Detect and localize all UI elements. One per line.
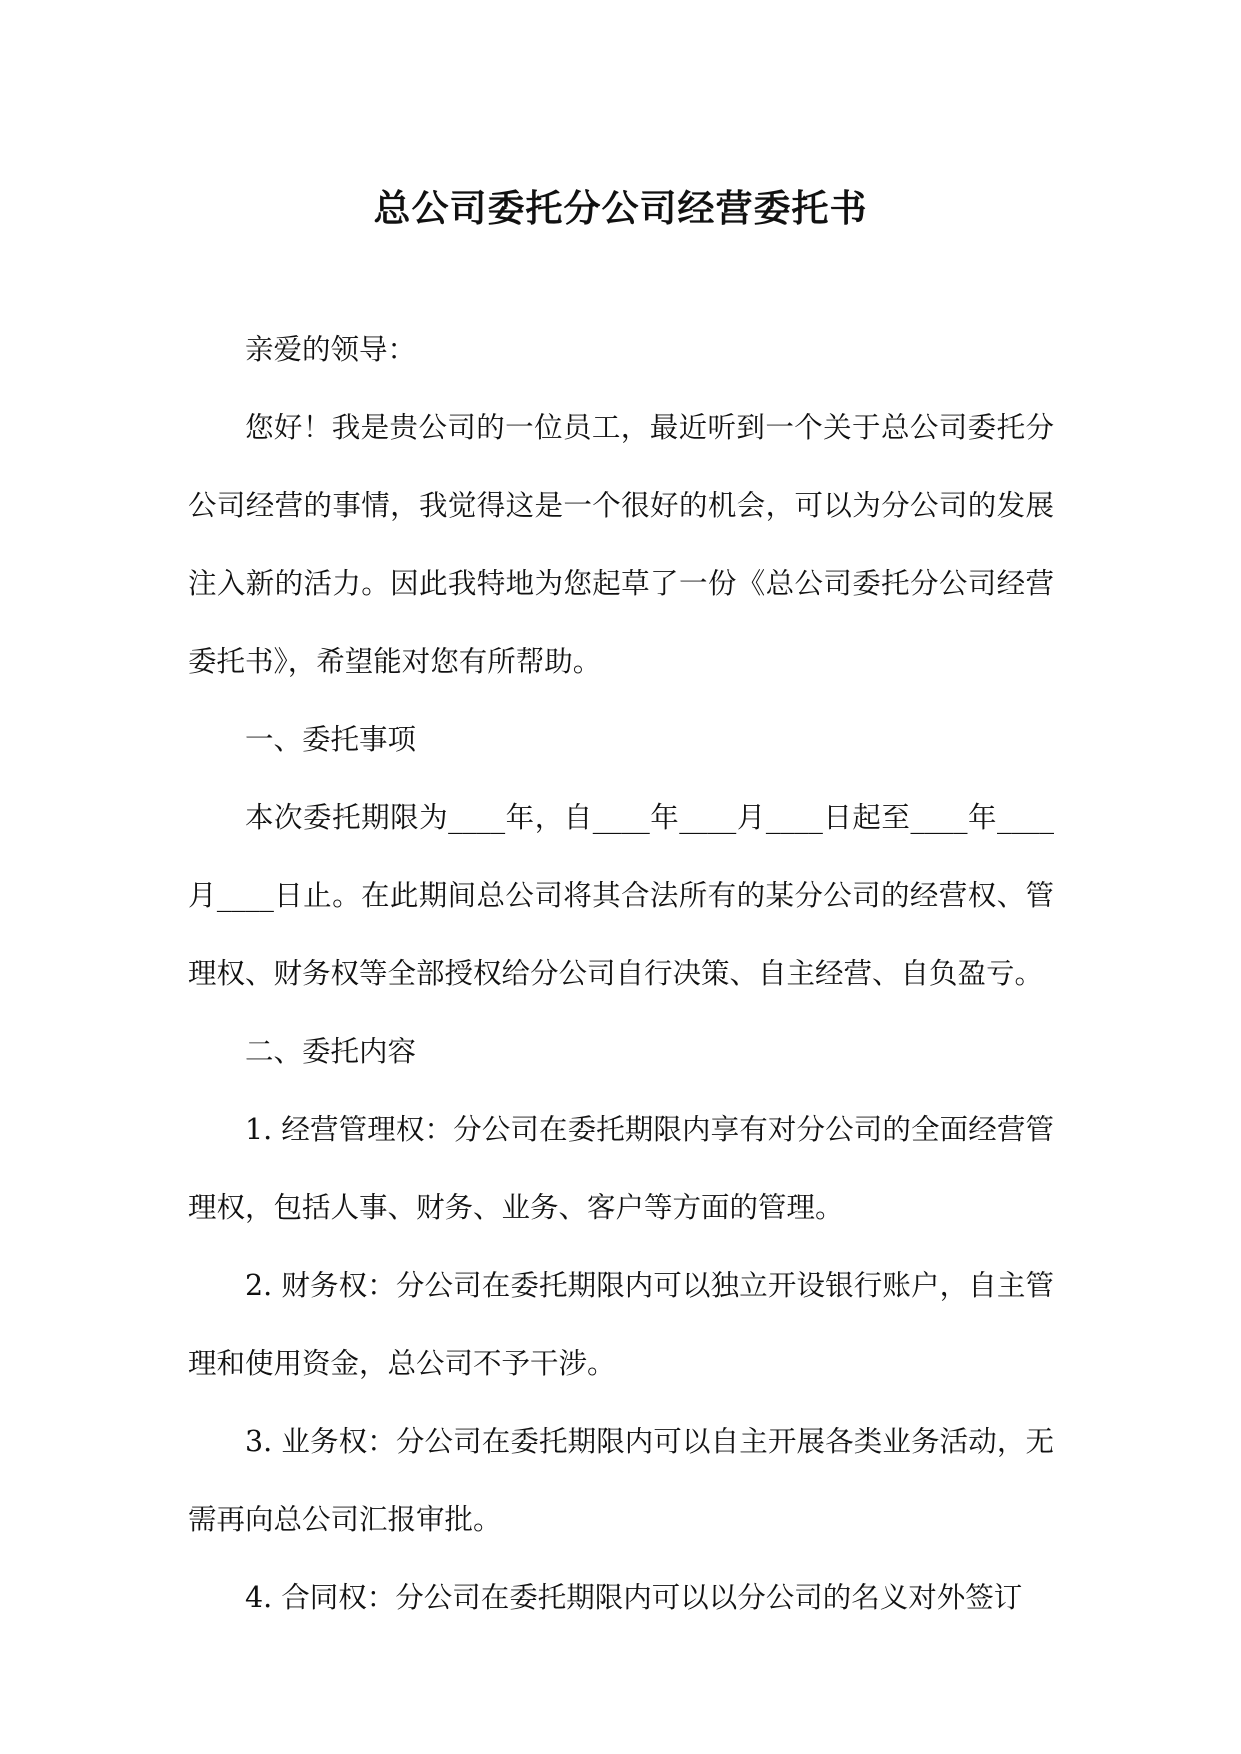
item-financial-right: 2. 财务权：分公司在委托期限内可以独立开设银行账户，自主管理和使用资金，总公司不予干涉。 (188, 1269, 1054, 1380)
item-business-right: 3. 业务权：分公司在委托期限内可以自主开展各类业务活动，无需再向总公司汇报审批。 (188, 1425, 1054, 1536)
document-body (188, 311, 1054, 1637)
section-heading-2: 二、委托内容 (245, 1035, 417, 1068)
section-heading-1: 一、委托事项 (245, 723, 417, 756)
document-title: 总公司委托分公司经营委托书 (373, 186, 868, 230)
item-management-right: 1. 经营管理权：分公司在委托期限内享有对分公司的全面经营管理权，包括人事、财务、业务、客户等方面的管理。 (188, 1113, 1054, 1224)
salutation: 亲爱的领导： (245, 333, 417, 366)
intro-paragraph: 您好！我是贵公司的一位员工，最近听到一个关于总公司委托分公司经营的事情，我觉得这是一个很好的机会，可以为分公司的发展注入新的活力。因此我特地为您起草了一份《总公司委托分公司经营委托书》，希望能对您有所帮助。 (188, 411, 1054, 678)
term-paragraph: 本次委托期限为____年，自____年____月____日起至____年____月____日止。在此期间总公司将其合法所有的某分公司的经营权、管理权、财务权等全部授权给分公司自行决策、自主经营、自负盈亏。 (188, 801, 1054, 990)
item-contract-right: 4. 合同权：分公司在委托期限内可以以分公司的名义对外签订 (245, 1581, 1023, 1614)
